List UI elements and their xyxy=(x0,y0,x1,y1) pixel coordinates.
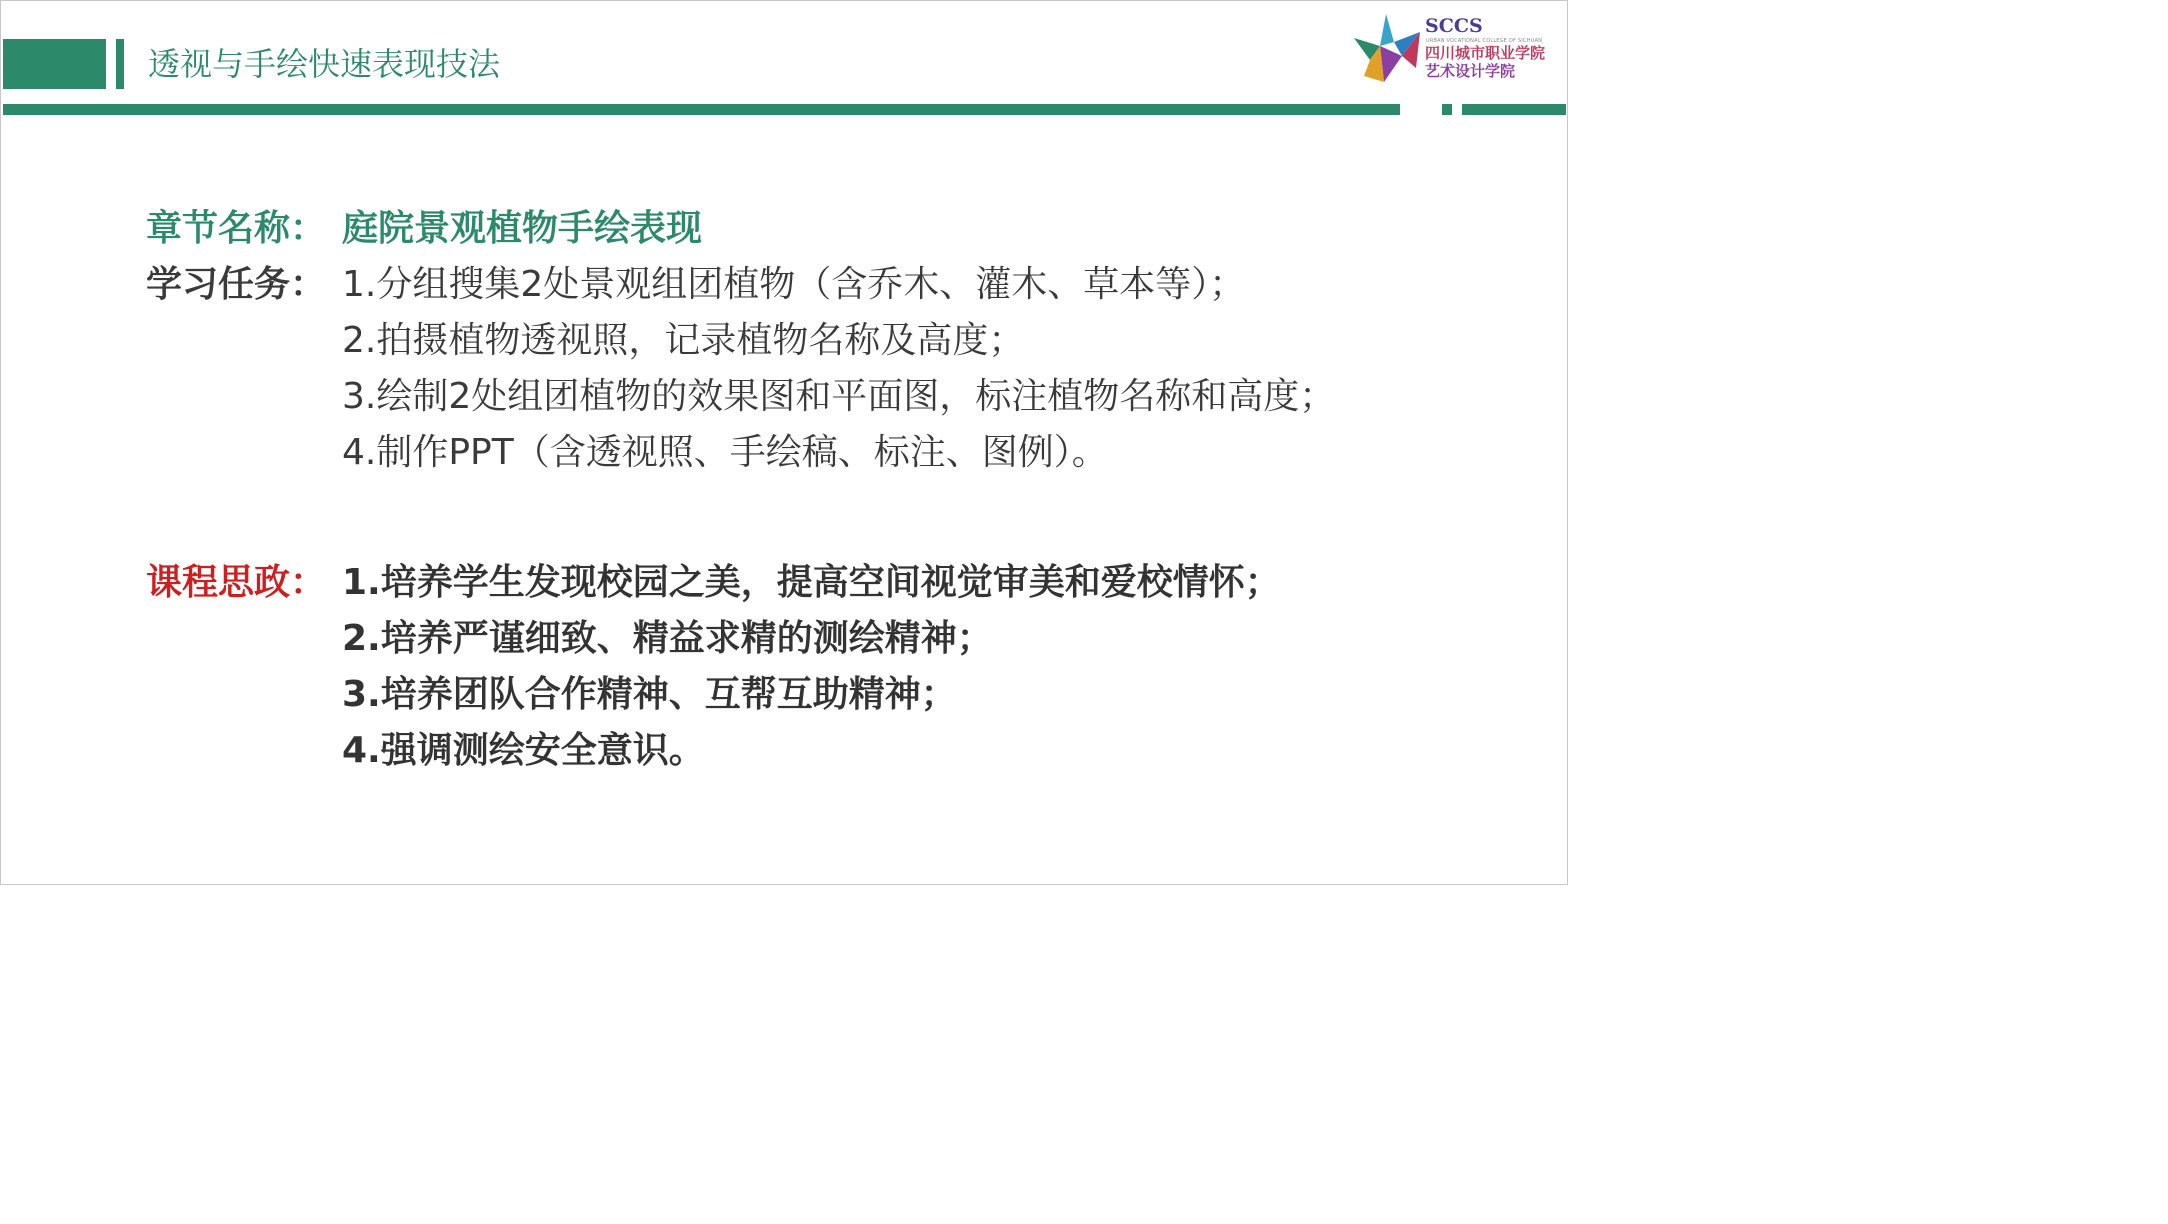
college-logo xyxy=(1350,12,1560,84)
ideology-label: 课程思政： xyxy=(146,562,327,603)
college-name: 四川城市职业学院 xyxy=(1425,44,1546,62)
header-divider xyxy=(3,104,1400,115)
header-accent-bar xyxy=(116,39,124,89)
header-divider-end xyxy=(1462,104,1566,115)
tasks-row xyxy=(146,262,1245,308)
task-item: 2.拍摄植物透视照，记录植物名称及高度； xyxy=(342,320,1025,361)
tasks-label: 学习任务： xyxy=(146,264,327,305)
ideology-item: 2.培养严谨细致、精益求精的测绘精神； xyxy=(342,618,993,659)
college-logo-icon xyxy=(1350,12,1422,84)
college-logo-english: URBAN VOCATIONAL COLLEGE OF SICHUAN xyxy=(1426,38,1543,44)
ideology-item: 3.培养团队合作精神、互帮互助精神； xyxy=(342,674,957,715)
college-logo-abbr: SCCS xyxy=(1425,15,1483,37)
chapter-row xyxy=(146,206,702,252)
header-accent-block xyxy=(3,39,106,89)
page-title: 透视与手绘快速表现技法 xyxy=(148,45,501,83)
school-name: 艺术设计学院 xyxy=(1425,62,1516,80)
ideology-item: 1.培养学生发现校园之美，提高空间视觉审美和爱校情怀； xyxy=(342,562,1281,603)
ideology-row xyxy=(146,560,1281,606)
task-item: 1.分组搜集2处景观组团植物（含乔木、灌木、草本等）； xyxy=(342,264,1246,305)
header-divider-dash xyxy=(1442,104,1452,115)
task-item: 4.制作PPT（含透视照、手绘稿、标注、图例）。 xyxy=(342,432,1108,473)
chapter-value: 庭院景观植物手绘表现 xyxy=(342,208,703,249)
task-item: 3.绘制2处组团植物的效果图和平面图，标注植物名称和高度； xyxy=(342,376,1336,417)
ideology-item: 4.强调测绘安全意识。 xyxy=(342,730,705,771)
chapter-label: 章节名称： xyxy=(146,208,327,249)
